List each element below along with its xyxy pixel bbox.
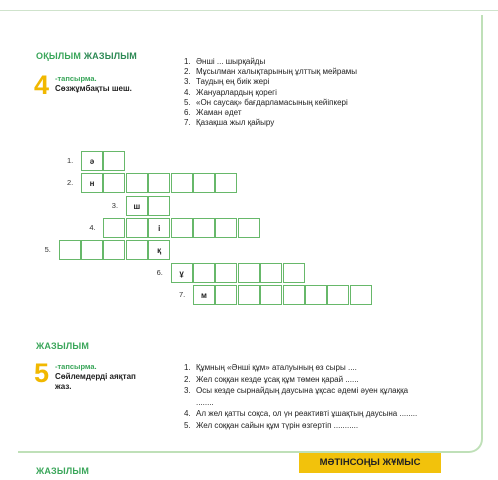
crossword-cell[interactable] [103,218,125,238]
clue-item: 1. Әнші ... шырқайды [184,57,266,66]
sentence-item: ........ [196,397,214,407]
sentence-item: 2. Жел соққан кезде ұсақ құм төмен қарай ...... [184,374,359,384]
task-5-instruction-line1: Сөйлемдерді аяқтап [55,372,136,381]
clue-item: 5. «Он саусақ» бағдарламасының кейіпкері [184,97,348,107]
sentence-item: 4. Ал жел қатты соқса, ол үн реактивті ұшақтың даусына ........ [184,409,418,419]
clue-list [184,57,357,128]
task-5-instruction-line2: жаз. [55,382,72,391]
section-part-writing: ЖАЗЫЛЫМ [83,51,137,61]
crossword-cell[interactable] [171,173,193,193]
sentence-list [184,362,417,432]
sentence-item: 3. Осы кезде сырнайдың даусына ұқсас әдемі әуен құлаққа [184,386,409,396]
clue-item: 3. Таудың ең биік жері [184,77,270,87]
sentence-item: 1. Құмның «Әнші құм» аталуының өз сыры .... [184,363,357,372]
crossword-cell[interactable] [193,173,215,193]
crossword-row-number: 5. [44,245,51,255]
section-header-writing: ЖАЗЫЛЫМ [36,341,90,351]
task-5-instruction [55,372,136,392]
crossword-cell[interactable] [305,285,327,305]
crossword-cell[interactable] [126,218,148,238]
crossword-cell[interactable] [103,173,125,193]
clue-item: 4. Жануарлардың қорегі [184,87,277,97]
crossword-row-number: 6. [156,267,163,277]
crossword-cell[interactable] [103,151,125,171]
crossword-cell[interactable]: н [81,173,103,193]
section-part-reading: ОҚЫЛЫМ [36,51,82,61]
crossword-cell[interactable]: қ [148,240,170,260]
crossword-cell[interactable] [260,263,282,283]
crossword-row-number: 3. [111,200,119,210]
crossword-cell[interactable] [126,240,148,260]
task-5-number: 5 [34,358,50,388]
clue-item: 2. Мұсылман халықтарының ұлттық мейрамы [184,67,358,77]
post-text-work-banner: МӘТІНСОҢЫ ЖҰМЫС [299,453,441,473]
task-4-instruction: Сөзжұмбақты шеш. [55,84,132,93]
crossword-cell[interactable]: м [193,285,215,305]
crossword-row-number: 1. [67,156,74,165]
crossword-cell[interactable]: ұ [171,263,193,283]
section-header-reading-writing [36,51,137,61]
crossword-cell[interactable] [283,285,305,305]
crossword-cell[interactable] [193,263,215,283]
crossword-cell[interactable] [215,285,237,305]
section-header-writing-bottom: ЖАЗЫЛЫМ [36,466,90,476]
task-4-label: -тапсырма. [55,74,97,83]
crossword-cell[interactable] [126,173,148,193]
crossword-cell[interactable] [327,285,349,305]
crossword-cell[interactable] [260,285,282,305]
crossword-cell[interactable] [238,285,260,305]
crossword-row-number: 7. [179,289,186,299]
crossword-cell[interactable] [59,240,81,260]
crossword-cell[interactable] [238,218,260,238]
crossword-cell[interactable]: і [148,218,170,238]
crossword-cell[interactable] [148,196,170,216]
crossword-cell[interactable] [215,218,237,238]
crossword-cell[interactable] [193,218,215,238]
clue-item: 7. Қазақша жыл қайыру [184,118,275,128]
crossword-cell[interactable] [283,263,305,283]
task-4-number: 4 [34,70,50,100]
crossword-cell[interactable]: ш [126,196,148,216]
crossword-row-number: 2. [67,178,74,188]
crossword-cell[interactable] [148,173,170,193]
crossword-cell[interactable] [103,240,125,260]
crossword-cell[interactable] [238,263,260,283]
top-divider [0,10,498,11]
crossword-cell[interactable]: ә [81,151,103,171]
task-5-label: -тапсырма. [55,362,97,371]
crossword-cell[interactable] [81,240,103,260]
clue-item: 6. Жаман әдет [184,108,242,118]
crossword-row-number: 4. [89,222,96,232]
crossword-cell[interactable] [171,218,193,238]
crossword-cell[interactable] [215,263,237,283]
sentence-item: 5. Жел соққан сайын құм түрін өзгертіп ........... [184,420,359,430]
crossword-cell[interactable] [215,173,237,193]
crossword-cell[interactable] [350,285,372,305]
